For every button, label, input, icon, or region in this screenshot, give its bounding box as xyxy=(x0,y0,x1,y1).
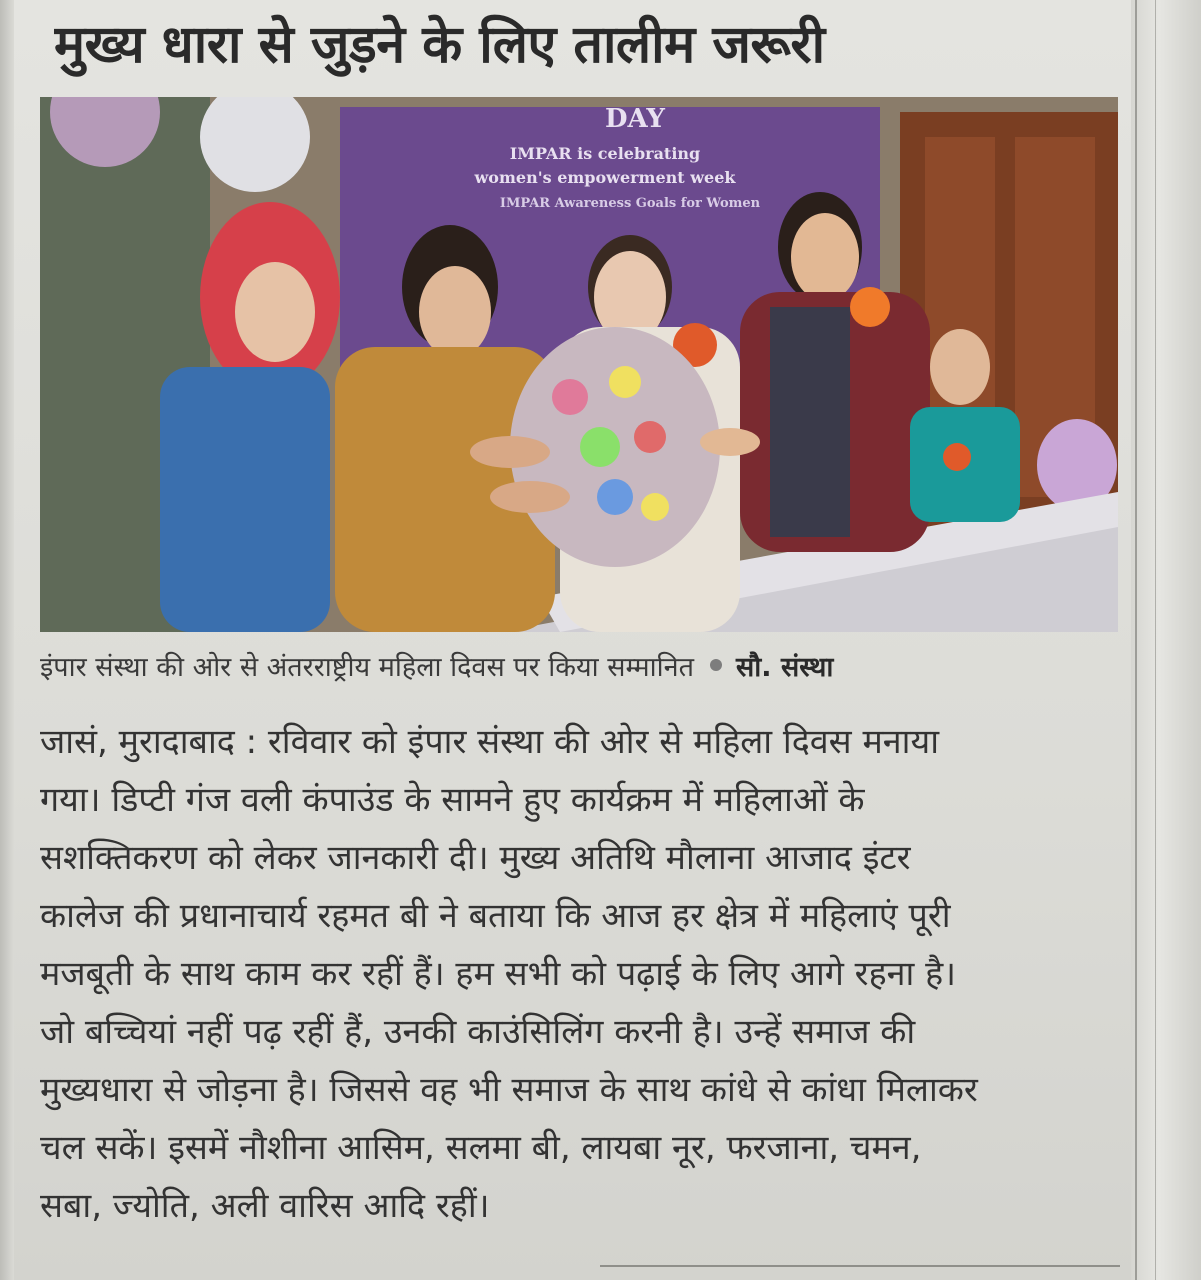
bottom-divider xyxy=(600,1265,1120,1267)
banner-text-3: women's empowerment week xyxy=(474,168,736,187)
page-edge-right xyxy=(1131,0,1201,1280)
caption-text: इंपार संस्था की ओर से अंतरराष्ट्रीय महिला दिवस पर किया सम्मानित xyxy=(40,651,695,683)
body-line-9: सबा, ज्योति, अली वारिस आदि रहीं। xyxy=(40,1186,490,1226)
body-line-text: रविवार को इंपार संस्था की ओर से महिला दिवस मनाया xyxy=(267,722,940,762)
caption-credit: सौ. संस्था xyxy=(736,651,834,683)
body-line-7: मुख्यधारा से जोड़ना है। जिससे वह भी समाज के साथ कांधे से कांधा मिलाकर xyxy=(40,1070,978,1110)
article-body xyxy=(40,713,1120,1253)
body-line-3: सशक्तिकरण को लेकर जानकारी दी। मुख्य अतिथि मौलाना आजाद इंटर xyxy=(40,838,911,878)
body-line-5: मजबूती के साथ काम कर रहीं हैं। हम सभी को पढ़ाई के लिए आगे रहना है। xyxy=(40,954,957,994)
dateline: जासं, मुरादाबाद : xyxy=(40,722,258,762)
body-line-8: चल सकें। इसमें नौशीना आसिम, सलमा बी, लायबा नूर, फरजाना, चमन, xyxy=(40,1128,922,1168)
column-divider-secondary xyxy=(1155,0,1156,1280)
article-headline: मुख्य धारा से जुड़ने के लिए तालीम जरूरी xyxy=(54,15,825,75)
body-line-2: गया। डिप्टी गंज वली कंपाउंड के सामने हुए कार्यक्रम में महिलाओं के xyxy=(40,780,865,820)
body-line-1 xyxy=(40,713,1120,771)
article-photo xyxy=(40,97,1118,632)
body-line-6: जो बच्चियां नहीं पढ़ रहीं हैं, उनकी काउंसिलिंग करनी है। उन्हें समाज की xyxy=(40,1012,916,1052)
column-divider xyxy=(1135,0,1137,1280)
banner-text-2: IMPAR is celebrating xyxy=(509,144,701,163)
banner-text-1: DAY xyxy=(605,104,665,134)
body-line-4: कालेज की प्रधानाचार्य रहमत बी ने बताया कि आज हर क्षेत्र में महिलाएं पूरी xyxy=(40,896,951,936)
caption-bullet-icon xyxy=(710,659,722,671)
banner-text-4: IMPAR Awareness Goals for Women xyxy=(499,196,761,211)
page-edge-left xyxy=(0,0,14,1280)
photo-caption xyxy=(40,641,1120,689)
